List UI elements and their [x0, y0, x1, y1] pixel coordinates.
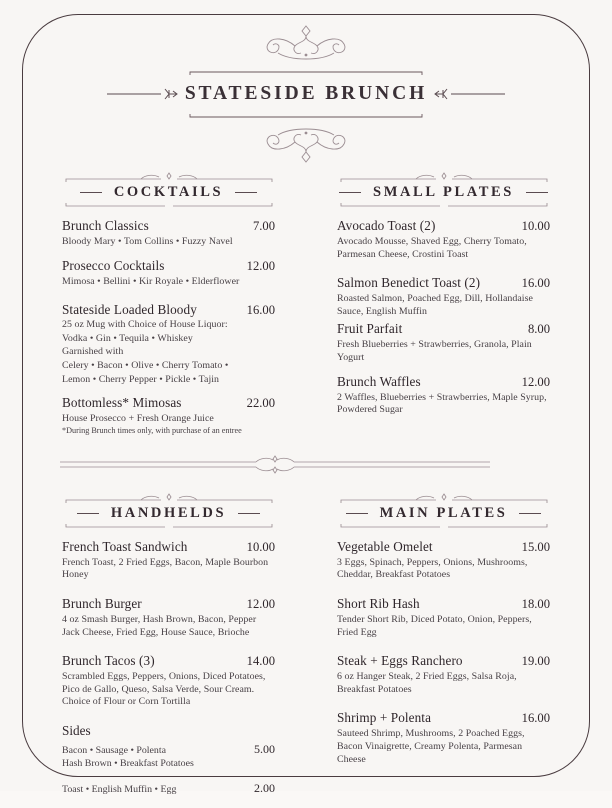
sides-text: Bacon • Sausage • Polenta — [62, 744, 166, 756]
menu-item — [337, 539, 550, 582]
sides-row — [62, 781, 275, 797]
menu-item-head — [337, 374, 550, 390]
menu-item-head — [62, 653, 275, 669]
menu-item-name: Brunch Waffles — [337, 373, 421, 389]
menu-item-description: Scrambled Eggs, Peppers, Onions, Diced Potatoes, Pico de Gallo, Queso, Salsa Verde, Sour Cream. Choice of Flour or Corn Tortilla — [62, 671, 266, 708]
menu-item-description: 6 oz Hanger Steak, 2 Fried Eggs, Salsa Roja, Breakfast Potatoes — [337, 671, 517, 695]
section-title: COCKTAILS — [113, 184, 224, 200]
menu-item — [62, 395, 275, 436]
title-rule-lower-icon — [188, 112, 424, 119]
menu-item-description: Mimosa • Bellini • Kir Royale • Elderflower — [62, 275, 240, 287]
menu-item-price: 15.00 — [521, 539, 550, 554]
page-title: STATESIDE BRUNCH — [184, 83, 428, 104]
bracket-ornament-top-icon — [340, 493, 548, 504]
menu-item-head — [62, 395, 275, 411]
rule-dash-left — [80, 192, 102, 193]
menu-item-description-line: Lemon • Cherry Pepper • Pickle • Tajin — [62, 373, 220, 385]
menu-item-description: 4 oz Smash Burger, Hash Brown, Bacon, Pepper Jack Cheese, Fried Egg, House Sauce, Brioche — [62, 613, 257, 638]
menu-item-price: 10.00 — [521, 219, 550, 233]
menu-item-head — [337, 321, 550, 337]
menu-item — [62, 596, 275, 639]
menu-item-name: Short Rib Hash — [337, 595, 420, 611]
menu-item-description-line: Garnished with — [62, 346, 124, 358]
menu-item — [62, 258, 275, 289]
menu-item-price: 19.00 — [521, 654, 550, 669]
bracket-ornament-bottom-icon — [65, 202, 273, 211]
menu-item-head — [62, 302, 275, 318]
bracket-ornament-top-icon — [65, 493, 273, 504]
menu-item-description: 2 Waffles, Blueberries + Strawberries, Maple Syrup, Powdered Sugar — [337, 391, 547, 416]
menu-item-price: 16.00 — [246, 303, 275, 318]
menu-item-price: 12.00 — [521, 374, 550, 389]
menu-item-price: 10.00 — [246, 539, 275, 554]
menu-item-description: Fresh Blueberries + Strawberries, Granola, Plain Yogurt — [337, 339, 532, 363]
menu-item-name: Prosecco Cocktails — [62, 257, 165, 273]
menu-item-description-line: Celery • Bacon • Olive • Cherry Tomato • — [62, 359, 229, 371]
rule-dash-right — [519, 513, 541, 514]
bracket-ornament-bottom-icon — [65, 523, 273, 532]
section-title: MAIN PLATES — [379, 504, 508, 521]
rule-dash-left — [77, 513, 99, 514]
menu-item — [62, 302, 275, 386]
sides-row-head — [62, 781, 275, 797]
menu-item-name: Brunch Tacos (3) — [62, 653, 155, 669]
menu-item-name: Bottomless* Mimosas — [62, 395, 182, 411]
menu-item — [62, 218, 275, 249]
menu-item-description: Bloody Mary • Tom Collins • Fuzzy Navel — [62, 236, 233, 247]
scroll-flourish-top-icon — [206, 22, 406, 64]
upper-columns — [60, 166, 552, 445]
rule-dash-left — [346, 513, 368, 514]
menu-item-description: Tender Short Rib, Diced Potato, Onion, Peppers, Fried Egg — [337, 613, 532, 638]
rule-dash-right — [235, 192, 257, 193]
menu-item-description: Avocado Mousse, Shaved Egg, Cherry Tomato, Parmesan Cheese, Crostini Toast — [337, 236, 527, 260]
title-row — [60, 83, 552, 105]
bracket-ornament-bottom-icon — [340, 202, 548, 211]
menu-item — [337, 374, 550, 417]
section-main-plates — [337, 493, 550, 808]
sides-group — [62, 723, 275, 797]
menu-item-head — [337, 275, 550, 291]
menu-item — [62, 539, 275, 582]
menu-item-description: Sauteed Shrimp, Mushrooms, 2 Poached Eggs, Bacon Vinaigrette, Creamy Polenta, Parmesan Cheese — [337, 728, 525, 765]
menu-item-price: 7.00 — [252, 219, 275, 233]
sides-price: 2.00 — [254, 781, 275, 796]
menu-item-name: Steak + Eggs Ranchero — [337, 653, 463, 669]
menu-item-name: Brunch Classics — [62, 218, 149, 233]
menu-item-name: Vegetable Omelet — [337, 538, 433, 554]
menu-item-price: 16.00 — [521, 711, 550, 726]
menu-item-head — [337, 218, 550, 234]
section-handhelds — [62, 493, 275, 808]
menu-item-description: House Prosecco + Fresh Orange Juice — [62, 413, 214, 425]
menu-item — [337, 596, 550, 639]
menu-item-footnote: *During Brunch times only, with purchase of an entree — [62, 425, 242, 435]
lower-columns — [60, 487, 552, 808]
menu-item-head — [337, 710, 550, 726]
menu-item-head — [337, 596, 550, 612]
menu-item-head — [62, 258, 275, 274]
section-title: SMALL PLATES — [373, 184, 514, 200]
menu-item-name: Avocado Toast (2) — [337, 218, 436, 233]
rule-dash-right — [238, 513, 260, 514]
menu-item-description-line: Vodka • Gin • Tequila • Whiskey — [62, 332, 193, 344]
bracket-ornament-top-icon — [340, 172, 548, 183]
menu-item-head — [62, 596, 275, 612]
section-header-cocktails — [62, 172, 275, 211]
scroll-flourish-bottom-icon — [206, 124, 406, 166]
menu-item-name: Stateside Loaded Bloody — [62, 302, 197, 318]
section-title-row-handhelds — [62, 505, 275, 522]
section-title: HANDHELDS — [110, 504, 227, 521]
sides-title: Sides — [62, 722, 91, 738]
menu-item-description-line: 25 oz Mug with Choice of House Liquor: — [62, 319, 228, 331]
menu-item-description: 3 Eggs, Spinach, Peppers, Onions, Mushrooms, Cheddar, Breakfast Potatoes — [337, 556, 528, 581]
menu-item-name: Salmon Benedict Toast (2) — [337, 275, 481, 291]
menu-item-description: Roasted Salmon, Poached Egg, Dill, Hollandaise Sauce, English Muffin — [337, 293, 533, 317]
title-rule-lower-wrap — [188, 106, 424, 124]
menu-item-price: 18.00 — [521, 596, 550, 611]
sides-row-head — [62, 742, 275, 758]
menu-item-price: 14.00 — [246, 654, 275, 669]
section-header-main-plates — [337, 493, 550, 532]
menu-item — [337, 653, 550, 696]
section-small-plates — [337, 172, 550, 445]
rule-dash-left — [339, 192, 361, 193]
menu-item-price: 16.00 — [521, 276, 550, 291]
sides-text: Hash Brown • Breakfast Potatoes — [62, 757, 194, 769]
mid-page-divider-icon — [60, 454, 490, 480]
sides-text: Toast • English Muffin • Egg — [62, 784, 177, 796]
menu-item — [337, 321, 550, 364]
menu-item-head — [62, 539, 275, 555]
menu-item-description: French Toast, 2 Fried Eggs, Bacon, Maple Bourbon Honey — [62, 556, 269, 581]
menu-item — [62, 653, 275, 709]
rule-dash-right — [526, 192, 548, 193]
section-title-row-cocktails — [62, 184, 275, 201]
fleur-rule-left-icon — [107, 86, 179, 102]
sides-row — [62, 742, 275, 770]
fleur-rule-right-icon — [433, 86, 505, 102]
menu-item-head — [337, 539, 550, 555]
sides-price: 5.00 — [254, 741, 275, 756]
menu-item-price: 22.00 — [246, 396, 275, 411]
menu-item-head — [337, 653, 550, 669]
section-cocktails — [62, 172, 275, 445]
menu-item-price: 12.00 — [246, 258, 275, 273]
menu-item-name: Shrimp + Polenta — [337, 710, 432, 726]
title-rule-upper-icon — [188, 70, 424, 77]
bracket-ornament-bottom-icon — [340, 523, 548, 532]
bracket-ornament-top-icon — [65, 172, 273, 183]
menu-item-name: Fruit Parfait — [337, 321, 403, 337]
menu-item-name: French Toast Sandwich — [62, 538, 188, 554]
menu-item — [337, 275, 550, 318]
section-header-handhelds — [62, 493, 275, 532]
section-header-small-plates — [337, 172, 550, 211]
section-title-row-small-plates — [337, 184, 550, 201]
menu-item-price: 8.00 — [527, 322, 550, 337]
menu-item-head — [62, 218, 275, 234]
menu-item-name: Brunch Burger — [62, 595, 142, 611]
menu-item — [337, 218, 550, 261]
menu-item — [337, 710, 550, 766]
menu-item-price: 12.00 — [246, 596, 275, 611]
title-rules — [188, 64, 424, 82]
section-title-row-main-plates — [337, 505, 550, 522]
masthead — [60, 18, 552, 166]
